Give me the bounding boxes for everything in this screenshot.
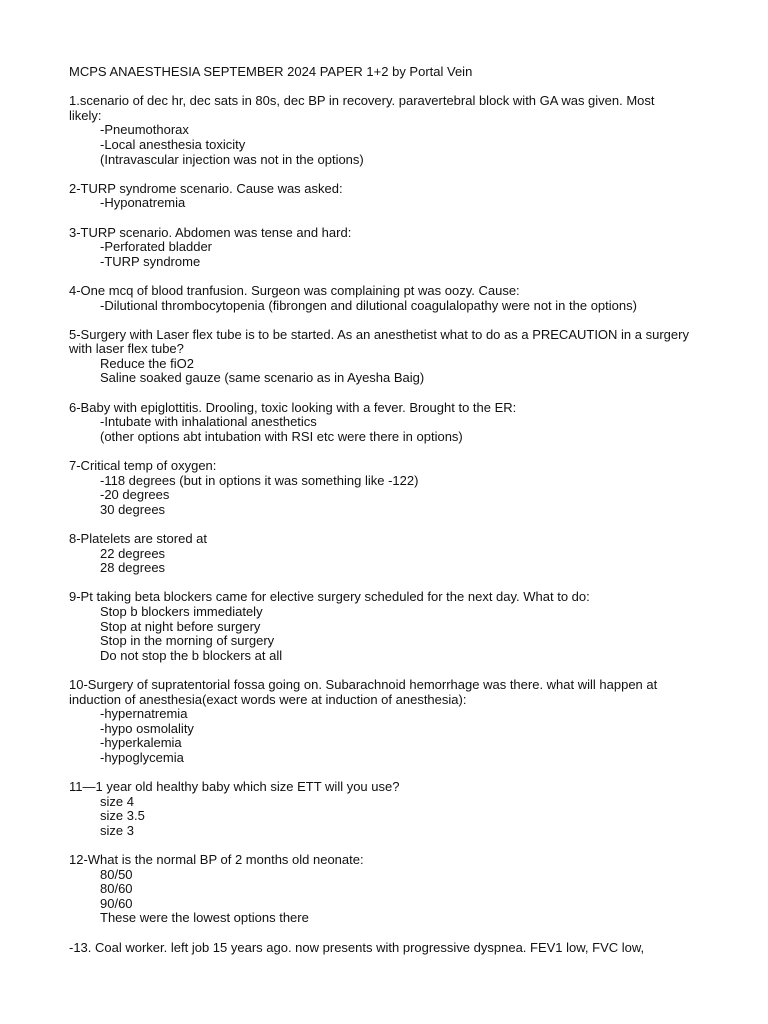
option-item: size 3 (100, 822, 134, 838)
option-item: Stop in the morning of surgery (100, 633, 275, 649)
question-text: 5-Surgery with Laser flex tube is to be started. As an anesthetist what to do as a PRECAUTION in a surgery with laser flex tube? (69, 326, 689, 357)
option-item: size 4 (100, 793, 134, 809)
option-item: Reduce the fiO2 (100, 355, 194, 371)
question-13 (69, 941, 689, 956)
option-item: 80/60 (100, 881, 133, 897)
option-item: Do not stop the b blockers at all (100, 647, 283, 663)
question-text: 4-One mcq of blood tranfusion. Surgeon was complaining pt was oozy. Cause: (69, 282, 520, 298)
option-list (69, 196, 689, 211)
option-list (69, 474, 689, 518)
question-text: 2-TURP syndrome scenario. Cause was asked: (69, 180, 343, 196)
question-11 (69, 780, 689, 838)
option-item: (Intravascular injection was not in the options) (100, 151, 364, 167)
option-item: -hypernatremia (100, 706, 188, 722)
question-text: 3-TURP scenario. Abdomen was tense and hard: (69, 224, 352, 240)
question-text: 11—1 year old healthy baby which size ETT will you use? (69, 779, 400, 795)
question-6 (69, 401, 689, 445)
option-item: -Intubate with inhalational anesthetics (100, 414, 317, 430)
option-item: -118 degrees (but in options it was something like -122) (100, 472, 419, 488)
option-list (69, 868, 689, 926)
question-12 (69, 853, 689, 926)
document-title: MCPS ANAESTHESIA SEPTEMBER 2024 PAPER 1+2 by Portal Vein (69, 64, 473, 79)
option-item: These were the lowest options there (100, 910, 309, 926)
option-item: Saline soaked gauze (same scenario as in Ayesha Baig) (100, 370, 425, 386)
option-list (69, 605, 689, 663)
option-list (69, 357, 689, 386)
option-item: Stop b blockers immediately (100, 603, 263, 619)
question-8 (69, 532, 689, 576)
option-item: -Pneumothorax (100, 122, 189, 138)
option-item: -Perforated bladder (100, 239, 213, 255)
question-text: -13. Coal worker. left job 15 years ago. now presents with progressive dyspnea. FEV1 low, FVC low, (69, 939, 645, 955)
option-item: 30 degrees (100, 501, 166, 517)
question-7 (69, 459, 689, 517)
question-text: 10-Surgery of supratentorial fossa going on. Subarachnoid hemorrhage was there. what will happen at induction of anesthesia(exact words were at induction of anesthesia): (69, 676, 658, 707)
question-text: 12-What is the normal BP of 2 months old neonate: (69, 852, 364, 868)
option-list (69, 299, 689, 314)
question-4 (69, 284, 689, 313)
option-list (69, 240, 689, 269)
question-text: 9-Pt taking beta blockers came for elective surgery scheduled for the next day. What to do: (69, 589, 590, 605)
option-item: 90/60 (100, 895, 133, 911)
option-item: 22 degrees (100, 545, 166, 561)
question-1 (69, 94, 689, 167)
option-list (69, 795, 689, 839)
option-item: -Dilutional thrombocytopenia (fibrongen and dilutional coagulalopathy were not in the options) (100, 297, 637, 313)
question-10 (69, 678, 689, 766)
option-item: -20 degrees (100, 487, 170, 503)
document-body (69, 65, 689, 970)
question-text: 1.scenario of dec hr, dec sats in 80s, dec BP in recovery. paravertebral block with GA was given. Most likely: (69, 93, 655, 123)
option-item: -hypo osmolality (100, 720, 194, 736)
question-2 (69, 182, 689, 211)
option-item: -Local anesthesia toxicity (100, 136, 246, 152)
option-item: Stop at night before surgery (100, 618, 261, 634)
question-text: 6-Baby with epiglottitis. Drooling, toxic looking with a fever. Brought to the ER: (69, 399, 517, 415)
option-item: -Hyponatremia (100, 195, 186, 211)
question-9 (69, 590, 689, 663)
option-item: -TURP syndrome (100, 253, 201, 269)
option-item: 80/50 (100, 866, 133, 882)
option-item: (other options abt intubation with RSI etc were there in options) (100, 428, 463, 444)
question-3 (69, 226, 689, 270)
option-item: -hyperkalemia (100, 735, 182, 751)
question-text: 7-Critical temp of oxygen: (69, 458, 217, 474)
option-list (69, 547, 689, 576)
option-list (69, 415, 689, 444)
question-5 (69, 328, 689, 386)
option-list (69, 707, 689, 765)
option-item: size 3.5 (100, 808, 145, 824)
option-item: 28 degrees (100, 560, 166, 576)
option-item: -hypoglycemia (100, 749, 184, 765)
option-list (69, 123, 689, 167)
question-text: 8-Platelets are stored at (69, 531, 208, 546)
